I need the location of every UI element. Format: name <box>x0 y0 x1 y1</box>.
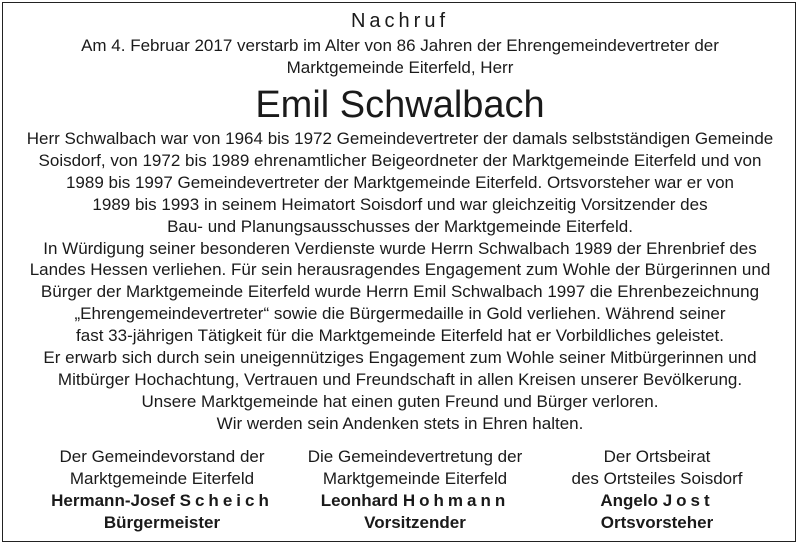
body-line: Unsere Marktgemeinde hat einen guten Freund und Bürger verloren. <box>141 391 659 411</box>
signatory-name <box>527 490 787 512</box>
signatory-first-name: Leonhard <box>320 491 399 510</box>
notice-heading: Nachruf <box>350 10 450 32</box>
body-line: fast 33-jährigen Tätigkeit für die Marktgemeinde Eiterfeld hat er Vorbildliches geleistet. <box>76 326 724 346</box>
signatory-role: Vorsitzender <box>364 513 466 532</box>
signatory-name <box>285 490 545 512</box>
body-line: Herr Schwalbach war von 1964 bis 1972 Gemeindevertreter der damals selbstständigen Gemeinde <box>26 129 774 148</box>
signatory-name <box>32 490 292 512</box>
body-line: Wir werden sein Andenken stets in Ehren halten. <box>216 413 584 433</box>
signature-org: Marktgemeinde Eiterfeld <box>322 469 508 488</box>
signature-block-gemeindevorstand <box>32 446 292 534</box>
signature-org: Marktgemeinde Eiterfeld <box>69 469 255 488</box>
intro-line: Am 4. Februar 2017 verstarb im Alter von 86 Jahren der Ehrengemeindevertreter der <box>81 36 719 55</box>
signatory-first-name: Angelo <box>600 491 658 510</box>
intro-text <box>0 35 800 79</box>
body-line: Bürger der Marktgemeinde Eiterfeld wurde Herrn Emil Schwalbach 1997 die Ehrenbezeichnung <box>40 282 760 302</box>
signature-org: des Ortsteiles Soisdorf <box>571 469 743 488</box>
body-line: 1989 bis 1993 in seinem Heimatort Soisdorf und war gleichzeitig Vorsitzender des <box>92 194 708 214</box>
signatory-first-name: Hermann-Josef <box>51 491 175 510</box>
signature-block-ortsbeirat <box>527 446 787 534</box>
body-line: Er erwarb sich durch sein uneigennütziges Engagement zum Wohle seiner Mitbürgerinnen und <box>43 348 757 368</box>
obituary-body <box>0 128 800 435</box>
body-line: „Ehrengemeindevertreter“ sowie die Bürgermedaille in Gold verliehen. Während seiner <box>74 304 726 324</box>
body-line: Bau- und Planungsausschusses der Marktgemeinde Eiterfeld. <box>167 216 633 236</box>
signatory-role: Ortsvorsteher <box>600 513 714 532</box>
body-line: In Würdigung seiner besonderen Verdienste wurde Herrn Schwalbach 1989 der Ehrenbrief des <box>43 238 757 258</box>
signatory-last-name: Jost <box>662 491 714 510</box>
body-line: Landes Hessen verliehen. Für sein herausragendes Engagement zum Wohle der Bürgerinnen und <box>29 260 771 280</box>
signature-org: Der Gemeindevorstand der <box>59 447 265 466</box>
intro-line: Marktgemeinde Eiterfeld, Herr <box>286 58 514 77</box>
signatory-last-name: Hohmann <box>402 491 510 510</box>
signature-org: Die Gemeindevertretung der <box>307 447 523 466</box>
signature-block-gemeindevertretung <box>285 446 545 534</box>
signature-org: Der Ortsbeirat <box>603 447 711 466</box>
body-line: Mitbürger Hochachtung, Vertrauen und Freundschaft in allen Kreisen unserer Bevölkerung. <box>57 369 743 389</box>
deceased-name: Emil Schwalbach <box>255 84 545 126</box>
signatory-role: Bürgermeister <box>103 513 221 532</box>
body-line: Soisdorf, von 1972 bis 1989 ehrenamtlicher Beigeordneter der Marktgemeinde Eiterfeld und von <box>38 150 762 170</box>
signatory-last-name: Scheich <box>179 491 273 510</box>
body-line: 1989 bis 1997 Gemeindevertreter der Marktgemeinde Eiterfeld. Ortsvorsteher war er von <box>65 172 735 192</box>
